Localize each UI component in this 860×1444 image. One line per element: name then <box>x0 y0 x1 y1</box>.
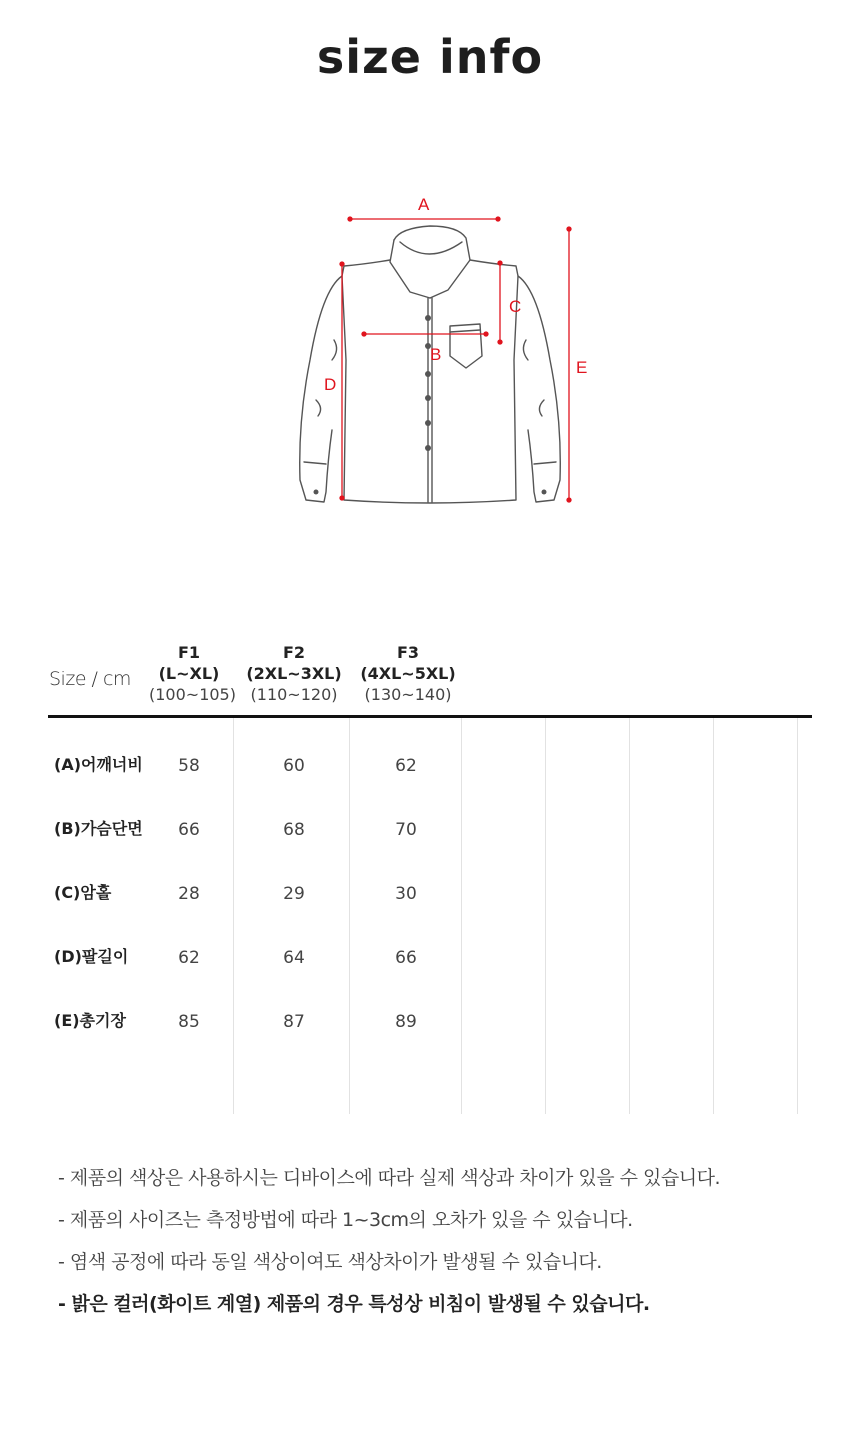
size-table <box>48 640 812 1032</box>
cell-value: 87 <box>283 1012 305 1032</box>
column-cm-range: (100~105) <box>149 685 236 704</box>
column-header-f1 <box>149 642 236 705</box>
table-row-chest <box>48 816 812 846</box>
shirt-illustration <box>300 226 561 503</box>
label-a: A <box>418 195 430 214</box>
cell-value: 89 <box>395 1012 417 1032</box>
table-row-armhole <box>48 880 812 910</box>
cell-value: 58 <box>178 756 200 776</box>
row-label: (B)가슴단면 <box>54 819 143 838</box>
column-cm-range: (130~140) <box>364 685 452 704</box>
notice-see-through: - 밝은 컬러(화이트 계열) 제품의 경우 특성상 비침이 발생될 수 있습니다. <box>58 1293 650 1315</box>
column-cm-range: (110~120) <box>250 685 338 704</box>
cell-value: 28 <box>178 884 200 904</box>
cell-value: 66 <box>178 820 200 840</box>
label-d: D <box>324 375 337 394</box>
cell-value: 29 <box>283 884 305 904</box>
notice-size-tolerance: - 제품의 사이즈는 측정방법에 따라 1~3cm의 오차가 있을 수 있습니다. <box>58 1209 633 1231</box>
table-body <box>48 718 812 1114</box>
label-b: B <box>430 345 442 364</box>
shirt-measurement-diagram <box>280 180 600 520</box>
cell-value: 85 <box>178 1012 200 1032</box>
shirt-buttons <box>314 315 547 495</box>
column-header-f3 <box>358 642 458 705</box>
cell-value: 60 <box>283 756 305 776</box>
column-size-range: (L~XL) <box>158 664 220 683</box>
notice-list <box>58 1168 838 1336</box>
notice-dye-variation: - 염색 공정에 따라 동일 색상이여도 색상차이가 발생될 수 있습니다. <box>58 1251 602 1273</box>
cell-value: 66 <box>395 948 417 968</box>
cell-value: 62 <box>178 948 200 968</box>
column-header-f2 <box>244 642 344 705</box>
label-c: C <box>509 297 522 316</box>
label-e: E <box>576 358 588 377</box>
column-size-range: (2XL~3XL) <box>246 664 342 683</box>
column-name: F2 <box>282 643 306 662</box>
cell-value: 64 <box>283 948 305 968</box>
size-unit-label: Size / cm <box>49 668 131 690</box>
row-label: (A)어깨너비 <box>54 755 143 774</box>
cell-value: 70 <box>395 820 417 840</box>
row-label: (D)팔길이 <box>54 947 129 966</box>
column-size-range: (4XL~5XL) <box>360 664 456 683</box>
column-name: F3 <box>396 643 420 662</box>
cell-value: 68 <box>283 820 305 840</box>
row-label: (C)암홀 <box>54 883 112 902</box>
cell-value: 62 <box>395 756 417 776</box>
column-name: F1 <box>177 643 201 662</box>
notice-color-device: - 제품의 색상은 사용하시는 디바이스에 따라 실제 색상과 차이가 있을 수 있습니다. <box>58 1167 721 1189</box>
cell-value: 30 <box>395 884 417 904</box>
page-title: size info <box>316 30 544 84</box>
table-row-sleeve <box>48 944 812 974</box>
row-label: (E)총기장 <box>54 1011 126 1030</box>
table-header <box>48 640 812 720</box>
table-row-length <box>48 1008 812 1038</box>
table-row-shoulder <box>48 752 812 782</box>
